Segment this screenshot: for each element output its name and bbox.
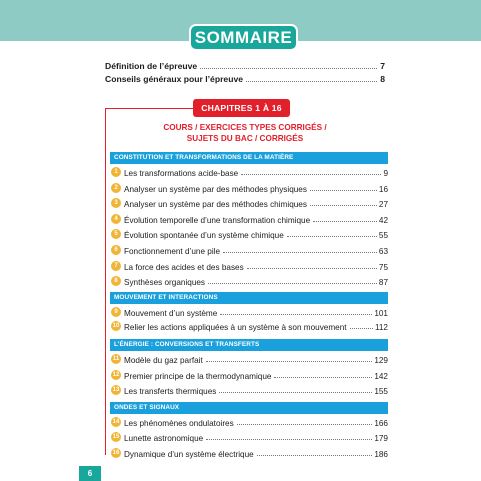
chapter-title: Les transferts thermiques [124, 387, 217, 396]
chapters-rule [105, 108, 195, 109]
toc-entry[interactable] [111, 260, 388, 272]
page-title: SOMMAIRE [189, 24, 298, 51]
section-header: L’ÉNERGIE : CONVERSIONS ET TRANSFERTS [110, 339, 388, 351]
chapter-title: Synthèses organiques [124, 278, 206, 287]
chapter-number-badge: 13 [112, 387, 120, 393]
chapter-page: 16 [378, 185, 388, 194]
dot-leader [310, 190, 377, 191]
chapter-number-badge: 3 [111, 198, 121, 208]
chapters-subtitle [150, 122, 340, 144]
dot-leader [350, 328, 373, 329]
chapter-page: 63 [378, 247, 388, 256]
chapters-subtitle-line: SUJETS DU BAC / CORRIGÉS [186, 134, 304, 143]
dot-leader [313, 221, 377, 222]
chapter-number-badge: 14 [112, 419, 120, 425]
chapter-number-badge: 10 [112, 323, 120, 329]
dot-leader [287, 236, 377, 237]
chapter-page: 9 [383, 169, 388, 178]
chapter-title: Évolution spontanée d’un système chimique [124, 231, 284, 240]
dot-leader [241, 174, 381, 175]
chapter-title: La force des acides et des bases [124, 263, 244, 272]
toc-intro-page: 8 [380, 74, 385, 84]
toc-entry[interactable] [111, 447, 388, 459]
toc-entry[interactable] [111, 431, 388, 443]
toc-intro-label: Conseils généraux pour l’épreuve [105, 74, 244, 84]
chapter-number-badge: 12 [112, 372, 120, 378]
chapter-title: Les transformations acide-base [124, 169, 239, 178]
chapters-subtitle-line: COURS / EXERCICES TYPES CORRIGÉS / [163, 123, 327, 132]
chapter-page: 112 [374, 323, 388, 332]
chapter-number-badge: 1 [111, 167, 121, 177]
chapter-number-badge: 11 [112, 356, 120, 362]
dot-leader [257, 455, 373, 456]
dot-leader [206, 361, 373, 362]
section-header: ONDES ET SIGNAUX [110, 402, 388, 414]
chapter-page: 166 [374, 419, 388, 428]
toc-entry[interactable] [111, 416, 388, 428]
chapter-number-badge: 9 [111, 307, 121, 317]
toc-entry[interactable] [111, 353, 388, 365]
dot-leader [200, 68, 377, 69]
toc-entry[interactable] [111, 384, 388, 396]
chapter-number-badge: 8 [111, 276, 121, 286]
chapter-page: 142 [374, 372, 388, 381]
chapter-title: Fonctionnement d’une pile [124, 247, 221, 256]
toc-entry[interactable] [111, 244, 388, 256]
toc-intro-item[interactable] [105, 59, 385, 71]
toc-intro-page: 7 [380, 61, 385, 71]
toc-entry[interactable] [111, 275, 388, 287]
dot-leader [223, 252, 377, 253]
chapter-page: 155 [374, 387, 388, 396]
chapter-page: 186 [374, 450, 388, 459]
dot-leader [310, 205, 377, 206]
chapter-number-badge: 15 [112, 434, 120, 440]
chapter-page: 179 [374, 434, 388, 443]
chapter-title: Analyser un système par des méthodes chimiques [124, 200, 307, 209]
toc-entry[interactable] [111, 213, 388, 225]
toc-entry[interactable] [111, 197, 388, 209]
dot-leader [237, 424, 373, 425]
section-header: CONSTITUTION ET TRANSFORMATIONS DE LA MATIÈRE [110, 152, 388, 164]
chapter-title: Dynamique d’un système électrique [124, 450, 254, 459]
chapter-page: 101 [374, 309, 388, 318]
chapter-number-badge: 16 [112, 450, 120, 456]
chapter-page: 42 [378, 216, 388, 225]
toc-entry[interactable] [111, 320, 388, 332]
toc-intro-item[interactable] [105, 72, 385, 84]
chapter-title: Analyser un système par des méthodes physiques [124, 185, 307, 194]
chapter-page: 87 [378, 278, 388, 287]
toc-entry[interactable] [111, 166, 388, 178]
dot-leader [206, 439, 372, 440]
chapter-title: Mouvement d’un système [124, 309, 218, 318]
chapter-title: Les phénomènes ondulatoires [124, 419, 234, 428]
dot-leader [219, 392, 372, 393]
section-header: MOUVEMENT ET INTERACTIONS [110, 292, 388, 304]
chapter-number-badge: 5 [111, 229, 121, 239]
chapter-page: 27 [378, 200, 388, 209]
dot-leader [208, 283, 377, 284]
chapter-title: Premier principe de la thermodynamique [124, 372, 272, 381]
dot-leader [274, 377, 372, 378]
toc-intro-label: Définition de l’épreuve [105, 61, 198, 71]
chapter-title: Relier les actions appliquées à un système à son mouvement [124, 323, 347, 332]
chapter-page: 129 [374, 356, 388, 365]
toc-entry[interactable] [111, 182, 388, 194]
dot-leader [247, 268, 377, 269]
chapter-number-badge: 4 [111, 214, 121, 224]
chapters-side-rule [105, 108, 106, 455]
chapter-number-badge: 6 [111, 245, 121, 255]
toc-entry[interactable] [111, 369, 388, 381]
chapters-label: CHAPITRES 1 À 16 [193, 99, 290, 117]
chapter-title: Évolution temporelle d’une transformation chimique [124, 216, 311, 225]
dot-leader [220, 314, 372, 315]
chapter-title: Lunette astronomique [124, 434, 204, 443]
chapter-number-badge: 7 [111, 261, 121, 271]
page-number: 6 [79, 466, 101, 481]
chapter-page: 75 [378, 263, 388, 272]
chapter-number-badge: 2 [111, 183, 121, 193]
chapter-page: 55 [378, 231, 388, 240]
toc-entry[interactable] [111, 228, 388, 240]
toc-entry[interactable] [111, 306, 388, 318]
dot-leader [246, 81, 377, 82]
chapter-title: Modèle du gaz parfait [124, 356, 203, 365]
